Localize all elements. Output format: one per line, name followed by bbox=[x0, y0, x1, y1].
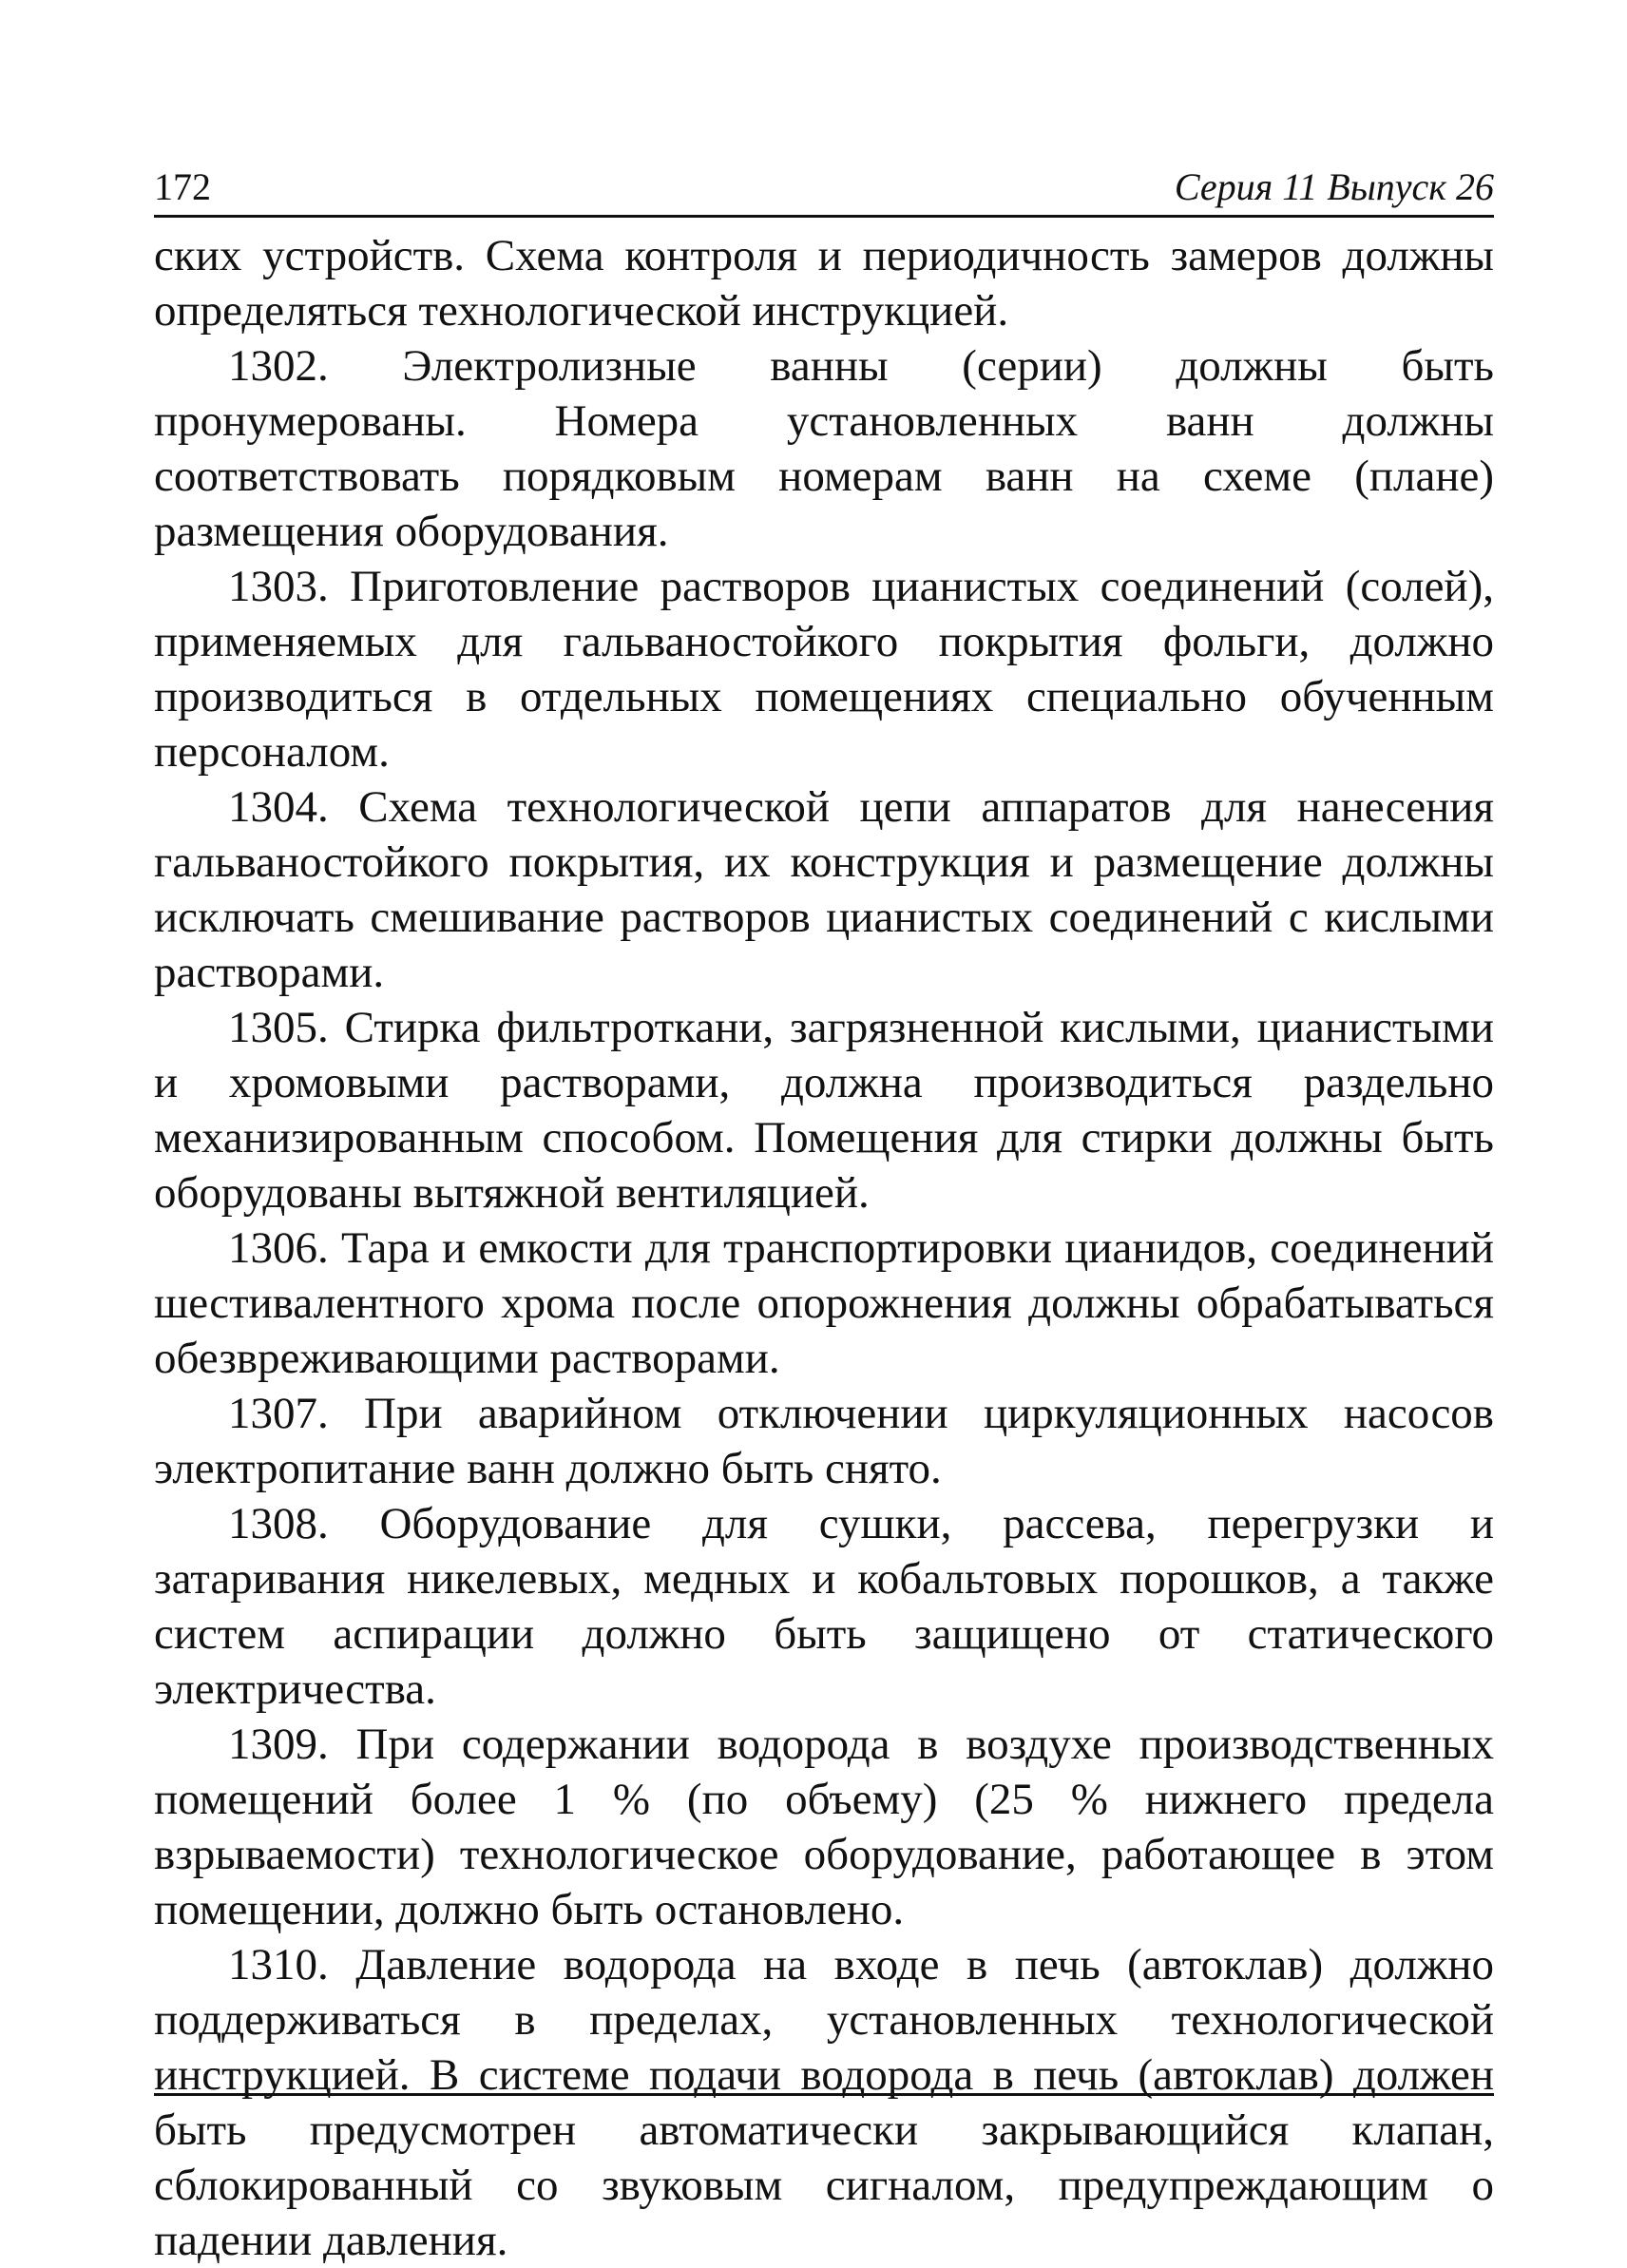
paragraph-1308: 1308. Оборудование для сушки, рассева, перегрузки и затаривания никелевых, медных и кобальтовых порошков, а также систем аспирации должно быть защищено от статического электричества. bbox=[154, 1499, 1494, 1714]
paragraph-1303: 1303. Приготовление растворов цианистых соединений (солей), применяемых для гальваностойкого покрытия фольги, должно производиться в отдельных помещениях специально обученным персоналом. bbox=[154, 562, 1494, 777]
paragraph-continuation: ских устройств. Схема контроля и периодичность замеров должны определяться технологической инструкцией. bbox=[154, 231, 1494, 336]
page-number: 172 bbox=[154, 165, 211, 208]
paragraph-1307: 1307. При аварийном отключении циркуляционных насосов электропитание ванн должно быть снято. bbox=[154, 1389, 1494, 1493]
page-header bbox=[154, 160, 1494, 218]
paragraph-1305: 1305. Стирка фильтроткани, загрязненной кислыми, цианистыми и хромовыми растворами, должна производиться раздельно механизированным способом. Помещения для стирки должны быть оборудованы вытяжной вентиляцией. bbox=[154, 1003, 1494, 1218]
running-title: Серия 11 Выпуск 26 bbox=[1174, 165, 1494, 208]
paragraph-1304: 1304. Схема технологической цепи аппаратов для нанесения гальваностойкого покрытия, их конструкция и размещение должны исключать смешивание растворов цианистых соединений с кислыми растворами. bbox=[154, 782, 1494, 997]
paragraph-1306: 1306. Тара и емкости для транспортировки цианидов, соединений шестивалентного хрома после опорожнения должны обрабатываться обезвреживающими растворами. bbox=[154, 1223, 1494, 1383]
paragraph-1310: 1310. Давление водорода на входе в печь (автоклав) должно поддерживаться в пределах, установленных технологической инструкцией. В системе подачи водорода в печь (автоклав) должен быть предусмотрен автоматически закрывающийся клапан, сблокированный со звуковым сигналом, предупреждающим о падении давления. bbox=[154, 1940, 1494, 2265]
document-page bbox=[154, 0, 1494, 2265]
bottom-divider bbox=[154, 2093, 1494, 2096]
body-text bbox=[154, 228, 1494, 2268]
paragraph-1309: 1309. При содержании водорода в воздухе производственных помещений более 1 % (по объему) (25 % нижнего предела взрываемости) технологическое оборудование, работающее в этом помещении, должно быть остановлено. bbox=[154, 1720, 1494, 1934]
paragraph-1302: 1302. Электролизные ванны (серии) должны быть пронумерованы. Номера установленных ванн должны соответствовать порядковым номерам ванн на схеме (плане) размещения оборудования. bbox=[154, 341, 1494, 556]
